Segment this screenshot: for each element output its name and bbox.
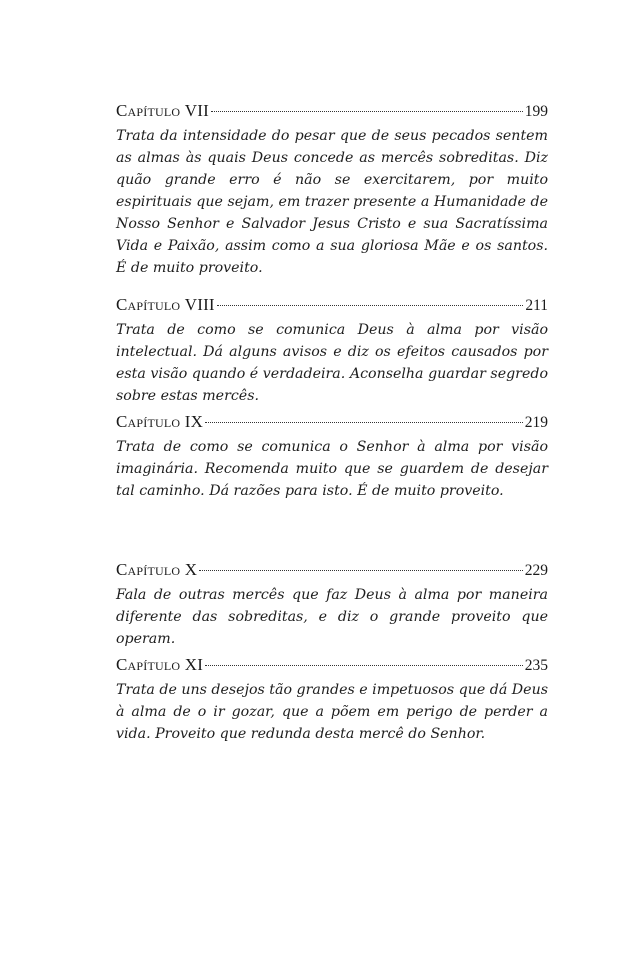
dot-leader	[205, 422, 523, 423]
toc-heading-line	[116, 560, 548, 584]
dot-leader	[217, 305, 524, 306]
chapter-heading	[116, 295, 215, 315]
dot-leader	[211, 111, 523, 112]
chapter-description: Trata de como se comunica o Senhor à alma por visão imaginária. Recomenda muito que se guardem de desejar tal caminho. Dá razões para isto. É de muito proveito.	[116, 439, 548, 499]
chapter-label: Capítulo	[116, 295, 181, 314]
dot-leader	[199, 570, 523, 571]
page-number: 235	[524, 657, 548, 674]
chapter-label: Capítulo	[116, 655, 181, 674]
chapter-number: VII	[184, 101, 209, 120]
page-number: 211	[525, 297, 548, 314]
dot-leader	[205, 665, 523, 666]
page-number: 199	[524, 103, 548, 120]
chapter-description: Trata de uns desejos tão grandes e impetuosos que dá Deus à alma de o ir gozar, que a põem em perigo de perder a vida. Proveito que redunda desta mercê do Senhor.	[116, 682, 548, 742]
chapter-number: X	[184, 560, 198, 579]
chapter-label: Capítulo	[116, 101, 181, 120]
toc-heading-line	[116, 295, 548, 319]
toc-entry-chapter-9	[116, 412, 548, 502]
chapter-heading	[116, 101, 209, 121]
chapter-label: Capítulo	[116, 560, 181, 579]
toc-heading-line	[116, 412, 548, 436]
page-number: 219	[524, 414, 548, 431]
chapter-heading	[116, 560, 197, 580]
toc-entry-chapter-8	[116, 295, 548, 407]
chapter-heading	[116, 655, 203, 675]
chapter-number: IX	[184, 412, 204, 431]
chapter-number: XI	[184, 655, 204, 674]
toc-entry-chapter-7	[116, 101, 548, 279]
toc-entry-chapter-10	[116, 560, 548, 650]
chapter-label: Capítulo	[116, 412, 181, 431]
page-number: 229	[524, 562, 548, 579]
chapter-description: Trata da intensidade do pesar que de seus pecados sentem as almas às quais Deus concede as mercês sobreditas. Diz quão grande erro é não se exercitarem, por muito espirituais que sejam, em trazer presente a Humanidade de Nosso Senhor e Salvador Jesus Cristo e sua Sacratíssima Vida e Paixão, assim como a sua gloriosa Mãe e os santos. É de muito proveito.	[116, 128, 548, 276]
chapter-description: Trata de como se comunica Deus à alma por visão intelectual. Dá alguns avisos e diz os efeitos causados por esta visão quando é verdadeira. Aconselha guardar segredo sobre estas mercês.	[116, 322, 548, 404]
chapter-heading	[116, 412, 203, 432]
chapter-description: Fala de outras mercês que faz Deus à alma por maneira diferente das sobreditas, e diz o grande proveito que operam.	[116, 587, 548, 647]
toc-entry-chapter-11	[116, 655, 548, 745]
chapter-number: VIII	[184, 295, 215, 314]
toc-heading-line	[116, 655, 548, 679]
toc-heading-line	[116, 101, 548, 125]
